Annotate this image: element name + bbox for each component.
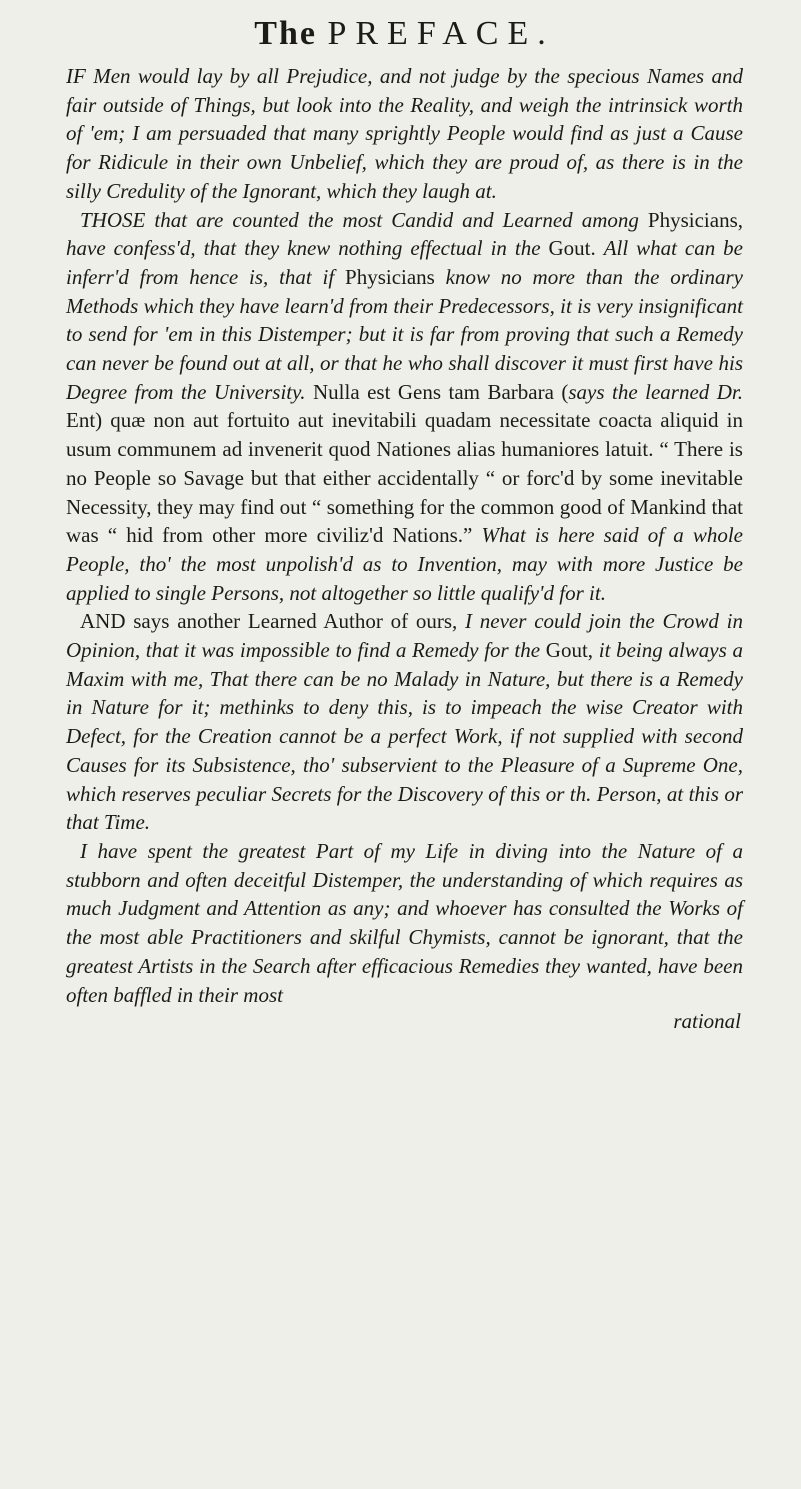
text-run: Physicians,: [647, 207, 743, 232]
text-run: Nulla est Gens tam Barbara (: [312, 379, 569, 404]
catchword: rational: [673, 1009, 741, 1034]
running-head: [66, 12, 743, 56]
running-head-prefix: The: [254, 15, 317, 52]
text-run: THOSE that are counted the most Candid and Learned among: [80, 207, 648, 232]
text-run: Ent) quæ non aut fortuito aut inevitabili quadam necessitate coacta aliquid in usum communem ad invenerit quod Nationes alias humaniores latuit.: [66, 408, 743, 462]
paragraph-2: [66, 206, 743, 608]
text-run: it being always a Maxim with me, That there can be no Malady in Nature, but there is a Remedy in Nature for it; methinks to deny this, is to impeach the wise Creator with Defect, for the Creation cannot be a perfect Work, if not supplied with second Causes for its Subsistence, tho' subservient to the Pleasure of a Supreme One, which reserves peculiar Secrets for the Discovery of this or th. Person, at this or that Time.: [66, 638, 743, 835]
paragraph-3: [66, 607, 743, 837]
paragraph-4: [66, 837, 743, 1009]
text-run: Physicians: [345, 264, 446, 289]
text-run: know no more than the ordinary Methods which they have learn'd from their Predecessors, it is very insignificant to send for 'em in this Distemper; but it is far from proving that such a Remedy can never be found out at all, or that he who shall discover it must first have his Degree from the University.: [66, 264, 743, 404]
text-run: I never could join the Crowd in Opinion, that it was impossible to find a Remedy for the: [66, 609, 743, 663]
text-run: What is here said of a whole People, tho' the most unpolish'd as to Invention, may with more Justice be applied to single Persons, not altogether so little qualify'd for it.: [66, 523, 743, 605]
running-head-title: PREFACE.: [327, 15, 555, 52]
body-text: [66, 62, 743, 1009]
text-run: All what can be inferr'd from hence is, that if: [66, 236, 744, 289]
paragraph-1: [66, 62, 743, 206]
text-run: Gout,: [545, 638, 599, 663]
text-run: I have spent the greatest Part of my Life in diving into the Nature of a stubborn and often deceitful Distemper, the understanding of which requires as much Judgment and Attention as any; and whoever has consulted the Works of the most able Practitioners and skilful Chymists, cannot be ignorant, that the greatest Artists in the Search after efficacious Remedies they wanted, have been often baffled in their most: [66, 838, 743, 1007]
text-run: IF Men would lay by all Prejudice, and not judge by the specious Names and fair outside of Things, but look into the Reality, and weigh the intrinsick worth of 'em; I am persuaded that many sprightly People would find as just a Cause for Ridicule in their own Unbelief, which they are proud of, as there is in the silly Credulity of the Ignorant, which they laugh at.: [66, 64, 743, 203]
text-run: says the learned Dr.: [568, 379, 743, 404]
text-run: Gout.: [548, 236, 604, 261]
text-run: “ There is no People so Savage but that either accidentally “ or forc'd by some inevitable Necessity, they may find out “ something for the common good of Mankind that was “ hid from other more civiliz'd Nations.”: [66, 437, 743, 548]
text-run: have confess'd, that they knew nothing effectual in the: [66, 236, 549, 261]
text-run: AND says another Learned Author of ours,: [80, 609, 466, 634]
